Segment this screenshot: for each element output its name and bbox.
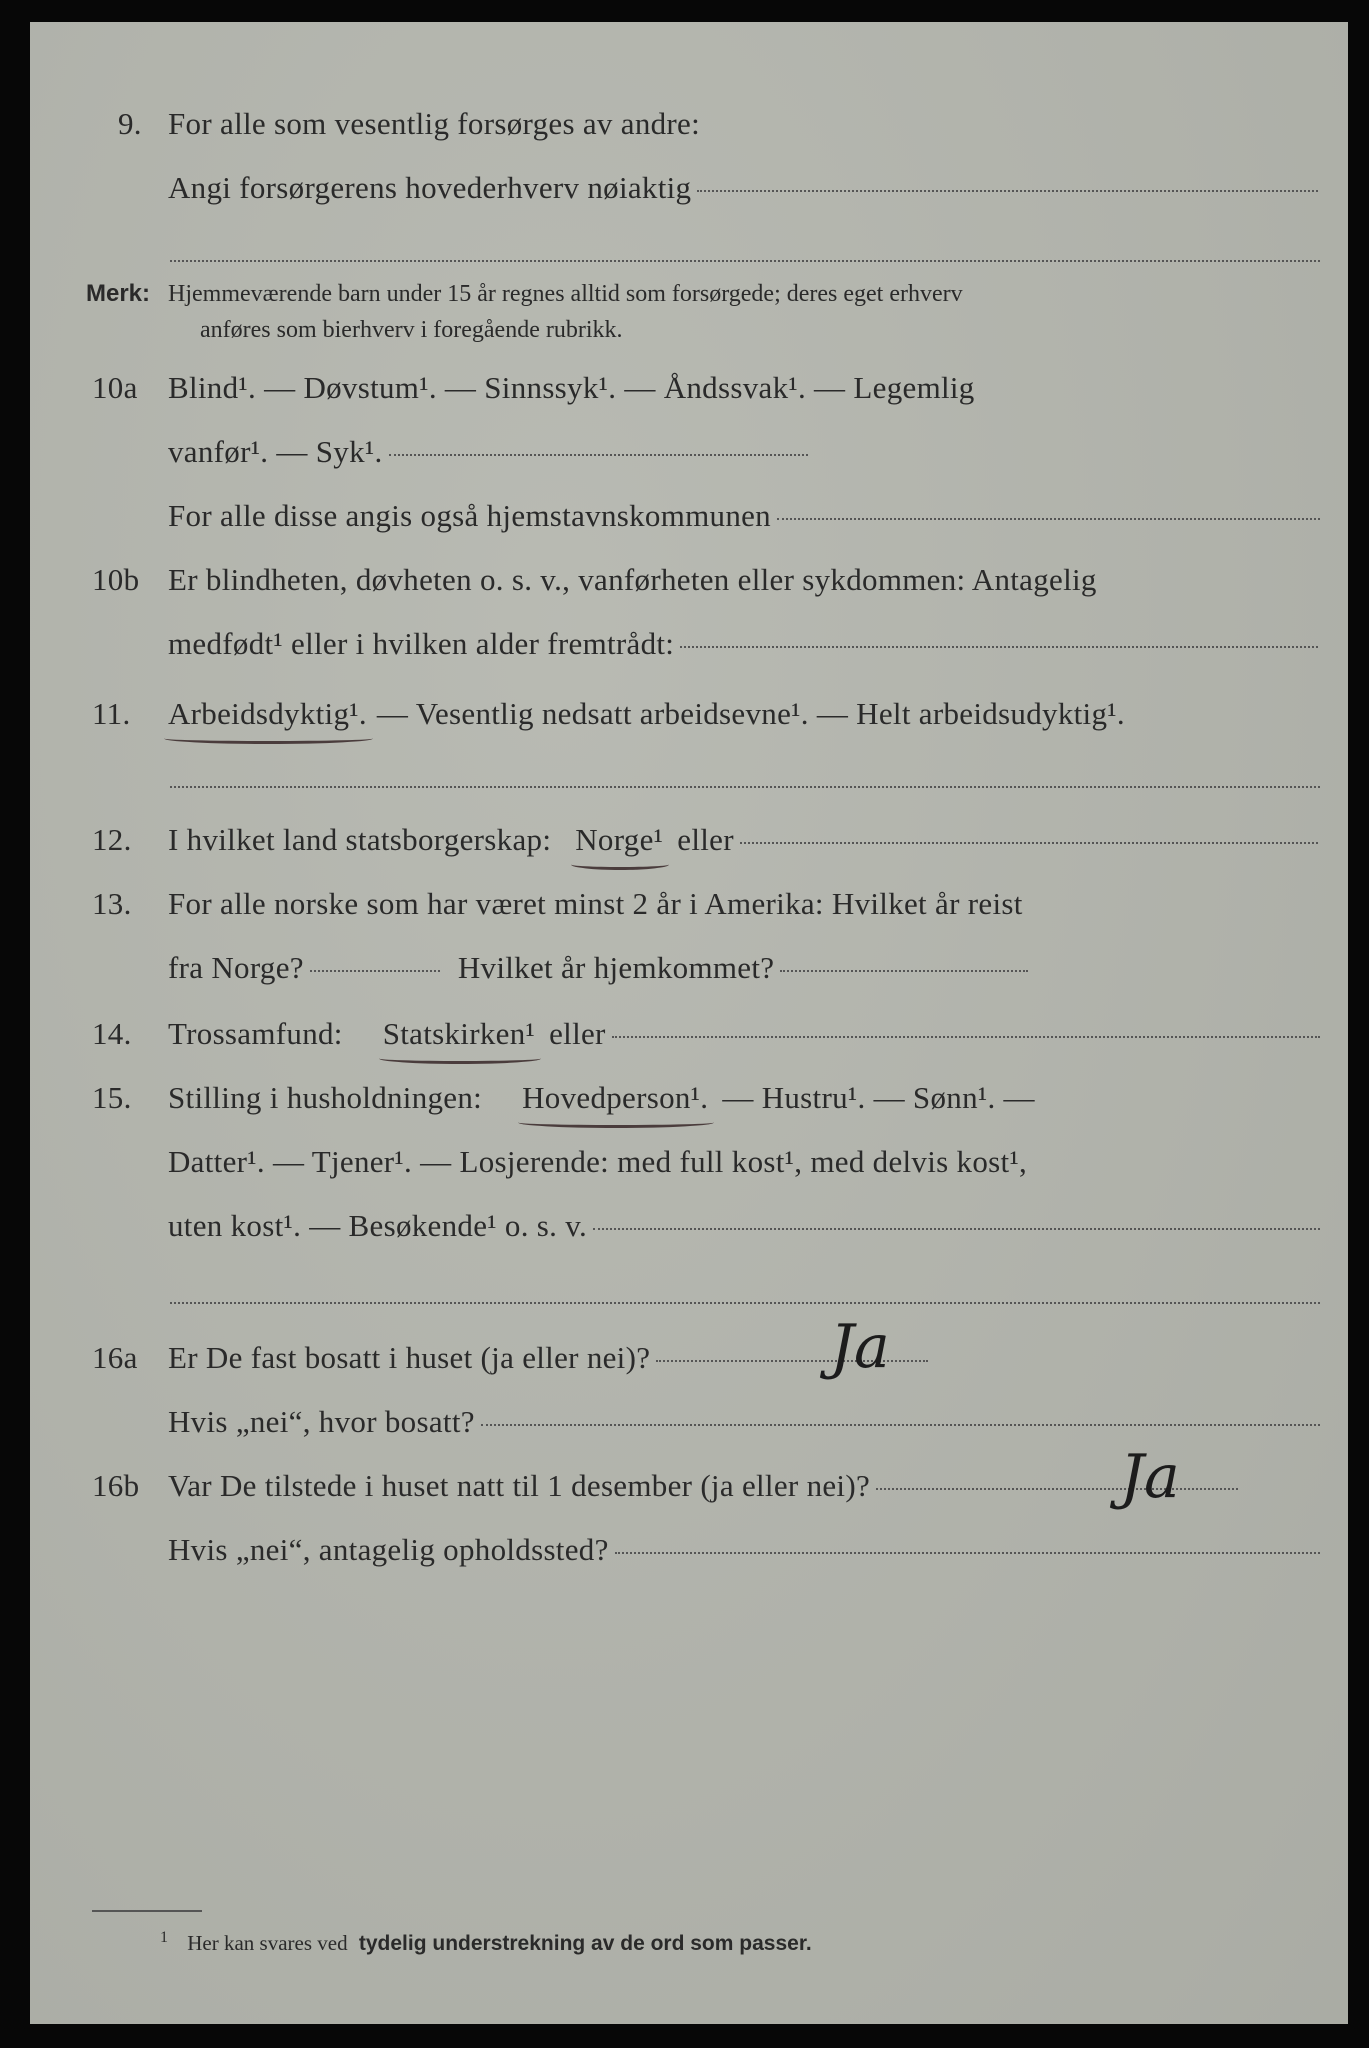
q15-number: 15.	[92, 1080, 132, 1115]
q15-line1	[168, 1080, 1308, 1116]
q10a-hometown-line[interactable]	[777, 518, 1320, 520]
q10a-line1: Blind¹. — Døvstum¹. — Sinnssyk¹. — Åndssvak¹. — Legemlig	[168, 370, 975, 405]
q10a-line3	[168, 498, 1320, 534]
merk-label: Merk:	[86, 280, 151, 307]
q10a-answer-line[interactable]	[389, 454, 808, 456]
q15-rest: — Hustru¹. — Sønn¹. —	[722, 1080, 1035, 1115]
q9-line2-text: Angi forsørgerens hovederhverv nøiaktig	[168, 170, 692, 205]
q16a-handwritten-answer: Ja	[830, 1312, 890, 1382]
q9-answer-line[interactable]	[697, 190, 1318, 192]
q10b-answer-line[interactable]	[680, 646, 1318, 648]
q16b-line1	[168, 1468, 1238, 1504]
q11-rest: — Vesentlig nedsatt arbeidsevne¹. — Helt arbeidsudyktig¹.	[376, 696, 1125, 731]
footnote-text: Her kan svares ved	[187, 1931, 348, 1955]
q16a-number: 16a	[92, 1340, 138, 1375]
q12-eller: eller	[677, 822, 734, 857]
q13-line2	[168, 950, 1028, 986]
q16a-line2	[168, 1404, 1320, 1440]
q10b-line2	[168, 626, 1318, 662]
q15-answer-line-2[interactable]	[170, 1302, 1320, 1304]
q13-year-return-line[interactable]	[780, 970, 1028, 972]
footnote-mark: 1	[160, 1929, 168, 1946]
q9-line1: For alle som vesentlig forsørges av andre:	[168, 106, 701, 141]
q11-option-arbeidsdyktig[interactable]: Arbeidsdyktig¹.	[168, 696, 367, 731]
footnote-bold-text: tydelig understrekning av de ord som passer.	[358, 1932, 812, 1955]
q13-right-label: Hvilket år hjemkommet?	[457, 950, 775, 985]
q13-number: 13.	[92, 886, 132, 921]
q15-option-hovedperson[interactable]: Hovedperson¹.	[522, 1080, 709, 1115]
q15-answer-line[interactable]	[593, 1228, 1320, 1230]
merk-line1	[86, 280, 963, 308]
q10b-number: 10b	[92, 562, 140, 597]
q11-answer-line[interactable]	[170, 786, 1320, 788]
merk-text1: Hjemmeværende barn under 15 år regnes alltid som forsørgede; deres eget erhverv	[168, 281, 963, 307]
q14-option-statskirken[interactable]: Statskirken¹	[382, 1016, 536, 1051]
q16b-handwritten-answer: Ja	[1120, 1442, 1180, 1512]
q13-line1: For alle norske som har været minst 2 år i Amerika: Hvilket år reist	[168, 886, 1023, 921]
q9-number: 9.	[118, 106, 142, 141]
footnote	[160, 1929, 812, 1956]
q14-eller: eller	[549, 1016, 606, 1051]
q16b-followup-line[interactable]	[615, 1552, 1320, 1554]
q9-line2	[168, 170, 1318, 206]
q16b-followup: Hvis „nei“, antagelig opholdssted?	[168, 1532, 609, 1567]
q15-line3	[168, 1208, 1320, 1244]
merk-line2: anføres som bierhverv i foregående rubrikk.	[200, 317, 623, 343]
q12-number: 12.	[92, 822, 132, 857]
q14-text: Trossamfund:	[168, 1016, 343, 1051]
q12-answer-line[interactable]	[740, 842, 1318, 844]
q10a-line2-text: vanfør¹. — Syk¹.	[168, 434, 383, 469]
q10b-line1: Er blindheten, døvheten o. s. v., vanførheten eller sykdommen: Antagelig	[168, 562, 1097, 597]
q12-text: I hvilket land statsborgerskap:	[168, 822, 552, 857]
q15-line2: Datter¹. — Tjener¹. — Losjerende: med full kost¹, med delvis kost¹,	[168, 1144, 1028, 1179]
q14-line	[168, 1016, 1320, 1052]
q16b-answer-line[interactable]	[876, 1488, 1238, 1490]
q13-left-label: fra Norge?	[168, 950, 304, 985]
q11-number: 11.	[92, 696, 131, 731]
q14-number: 14.	[92, 1016, 132, 1051]
q10a-number: 10a	[92, 370, 138, 405]
q16a-line1	[168, 1340, 928, 1376]
q10a-line3-text: For alle disse angis også hjemstavnskommunen	[168, 498, 771, 533]
q16b-line2	[168, 1532, 1320, 1568]
q13-year-left-line[interactable]	[310, 970, 440, 972]
q16a-question: Er De fast bosatt i huset (ja eller nei)?	[168, 1340, 651, 1375]
q12-option-norge[interactable]: Norge¹	[575, 822, 664, 857]
q10a-line2	[168, 434, 808, 470]
footnote-rule	[92, 1910, 202, 1912]
q14-answer-line[interactable]	[612, 1036, 1320, 1038]
q16a-followup: Hvis „nei“, hvor bosatt?	[168, 1404, 475, 1439]
q16b-number: 16b	[92, 1468, 140, 1503]
q10b-line2-text: medfødt¹ eller i hvilken alder fremtrådt:	[168, 626, 675, 661]
q16a-followup-line[interactable]	[481, 1424, 1320, 1426]
q11-line	[168, 696, 1125, 732]
q15-line3-text: uten kost¹. — Besøkende¹ o. s. v.	[168, 1208, 588, 1243]
q15-text: Stilling i husholdningen:	[168, 1080, 483, 1115]
q9-answer-line-2[interactable]	[170, 260, 1320, 262]
q12-line	[168, 822, 1318, 858]
q16b-question: Var De tilstede i huset natt til 1 desember (ja eller nei)?	[168, 1468, 871, 1503]
census-form-page	[30, 22, 1348, 2024]
